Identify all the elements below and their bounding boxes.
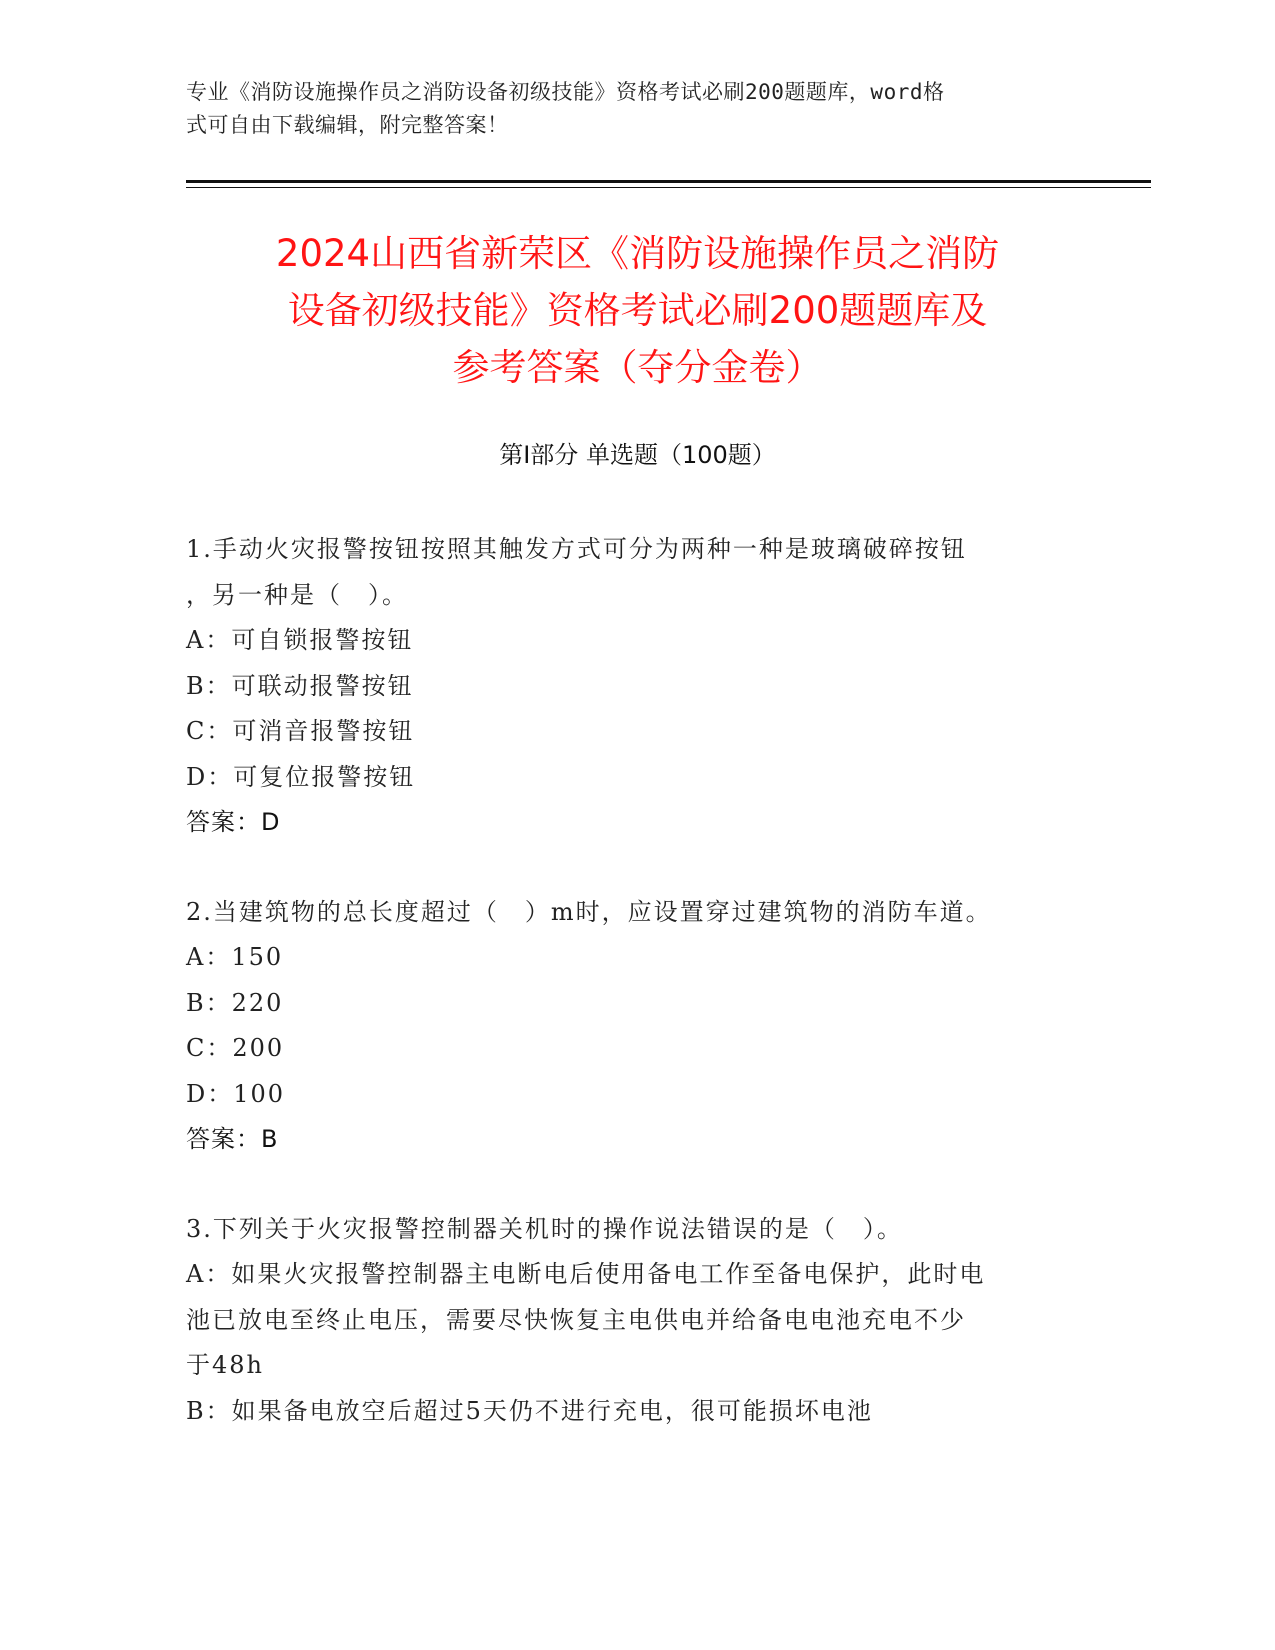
document-title xyxy=(120,225,1155,396)
question-2 xyxy=(186,890,1086,1163)
question-2-option-d: D：100 xyxy=(186,1079,286,1108)
question-2-stem-line-1: 2.当建筑物的总长度超过（ ）m时，应设置穿过建筑物的消防车道。 xyxy=(186,897,992,926)
document-title-line-3: 参考答案（夺分金卷） xyxy=(452,346,823,389)
question-1-option-c: C：可消音报警按钮 xyxy=(186,717,415,745)
header-divider-thick xyxy=(186,180,1151,183)
header-divider-thin xyxy=(186,187,1151,188)
question-1 xyxy=(186,527,1086,846)
question-list xyxy=(186,527,1086,1434)
question-3-option-a-line-3: 于48h xyxy=(186,1351,264,1379)
question-spacer xyxy=(186,846,1086,890)
question-2-answer: 答案：B xyxy=(186,1125,279,1153)
question-2-option-b: B：220 xyxy=(186,988,284,1017)
header-note xyxy=(186,76,1086,142)
question-1-option-d: D：可复位报警按钮 xyxy=(186,762,416,791)
document-title-line-1: 2024山西省新荣区《消防设施操作员之消防 xyxy=(275,232,1000,275)
header-note-line-1: 专业《消防设施操作员之消防设备初级技能》资格考试必刷200题题库，word格 xyxy=(186,80,945,104)
question-spacer xyxy=(186,1163,1086,1207)
question-1-option-b: B：可联动报警按钮 xyxy=(186,671,414,700)
section-title: 第Ⅰ部分 单选题（100题） xyxy=(499,441,776,469)
question-3-stem-line-1: 3.下列关于火灾报警控制器关机时的操作说法错误的是（ ）。 xyxy=(186,1214,903,1243)
question-3-option-a-line-1: A：如果火灾报警控制器主电断电后使用备电工作至备电保护，此时电 xyxy=(186,1260,986,1288)
question-1-stem-line-2: ，另一种是（ ）。 xyxy=(186,580,408,609)
question-2-option-a: A：150 xyxy=(186,943,284,971)
question-3-option-a-line-2: 池已放电至终止电压，需要尽快恢复主电供电并给备电电池充电不少 xyxy=(186,1305,966,1334)
question-1-option-a: A：可自锁报警按钮 xyxy=(186,626,414,654)
question-1-stem-line-1: 1.手动火灾报警按钮按照其触发方式可分为两种一种是玻璃破碎按钮 xyxy=(186,535,967,563)
question-1-answer: 答案：D xyxy=(186,808,281,836)
header-note-line-2: 式可自由下载编辑，附完整答案！ xyxy=(186,113,509,137)
question-3 xyxy=(186,1207,1086,1435)
document-title-line-2: 设备初级技能》资格考试必刷200题题库及 xyxy=(287,289,988,332)
question-2-option-c: C：200 xyxy=(186,1034,285,1062)
question-3-option-b: B：如果备电放空后超过5天仍不进行充电，很可能损坏电池 xyxy=(186,1396,873,1425)
